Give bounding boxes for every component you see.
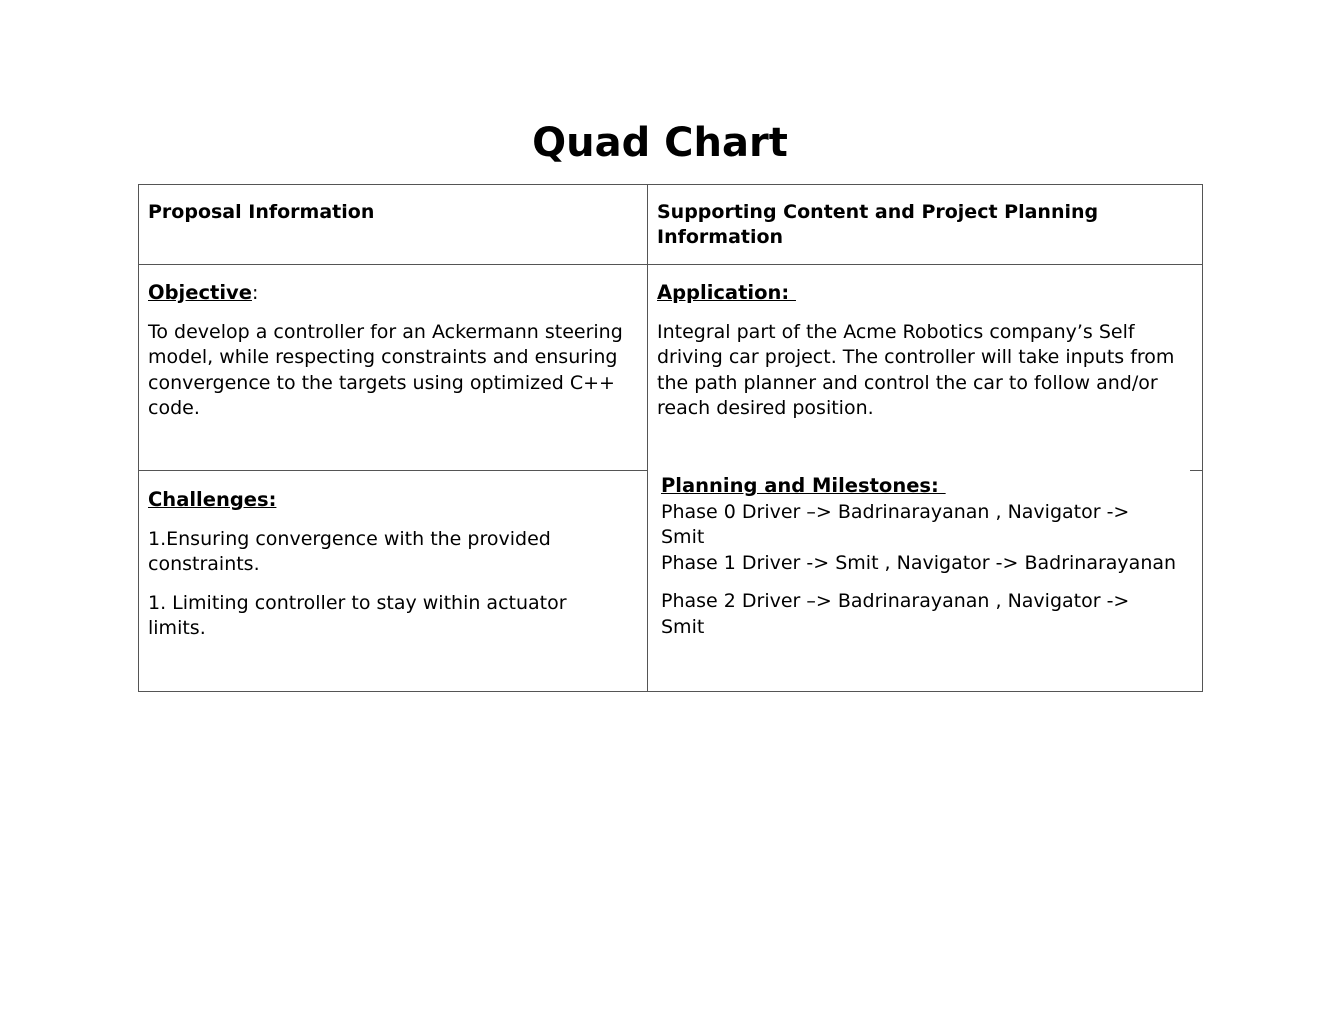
objective-heading-colon: : [251, 282, 259, 304]
challenges-cell [139, 487, 614, 642]
table-border-top [138, 184, 1203, 185]
header-left-cell [139, 200, 647, 225]
table-divider-vertical [647, 184, 648, 692]
application-heading: Application: [657, 281, 796, 304]
objective-text: To develop a controller for an Ackermann steering model, while respecting constraints and ensuring convergence to the targets using optimized C++ code. [148, 320, 623, 419]
application-cell [648, 280, 1188, 422]
planning-cell [652, 473, 1187, 640]
page-title: Quad Chart [532, 120, 788, 166]
phase-item: Phase 2 Driver –> Badrinarayanan , Navigator -> Smit [661, 590, 1130, 638]
header-right-cell [648, 200, 1168, 250]
objective-cell [139, 280, 647, 422]
table-border-right [1202, 184, 1203, 692]
header-supporting-content: Supporting Content and Project Planning Information [657, 201, 1099, 248]
challenges-heading: Challenges: [148, 488, 277, 511]
right-row-divider-stub [1190, 470, 1203, 471]
header-proposal-information: Proposal Information [148, 201, 375, 223]
table-border-bottom [138, 691, 1203, 692]
challenge-item: 1. Limiting controller to stay within actuator limits. [148, 591, 567, 639]
phase-item: Phase 1 Driver -> Smit , Navigator -> Badrinarayanan [661, 551, 1177, 574]
header-divider [138, 264, 1203, 265]
phase-item: Phase 0 Driver –> Badrinarayanan , Navigator -> Smit [661, 500, 1130, 548]
challenge-item: 1.Ensuring convergence with the provided constraints. [148, 527, 551, 575]
planning-heading: Planning and Milestones: [661, 474, 946, 497]
application-text: Integral part of the Acme Robotics company’s Self driving car project. The controller will take inputs from the path planner and control the car to follow and/or reach desired position. [657, 320, 1175, 419]
objective-heading: Objective [148, 281, 252, 304]
left-row-divider [138, 470, 648, 471]
